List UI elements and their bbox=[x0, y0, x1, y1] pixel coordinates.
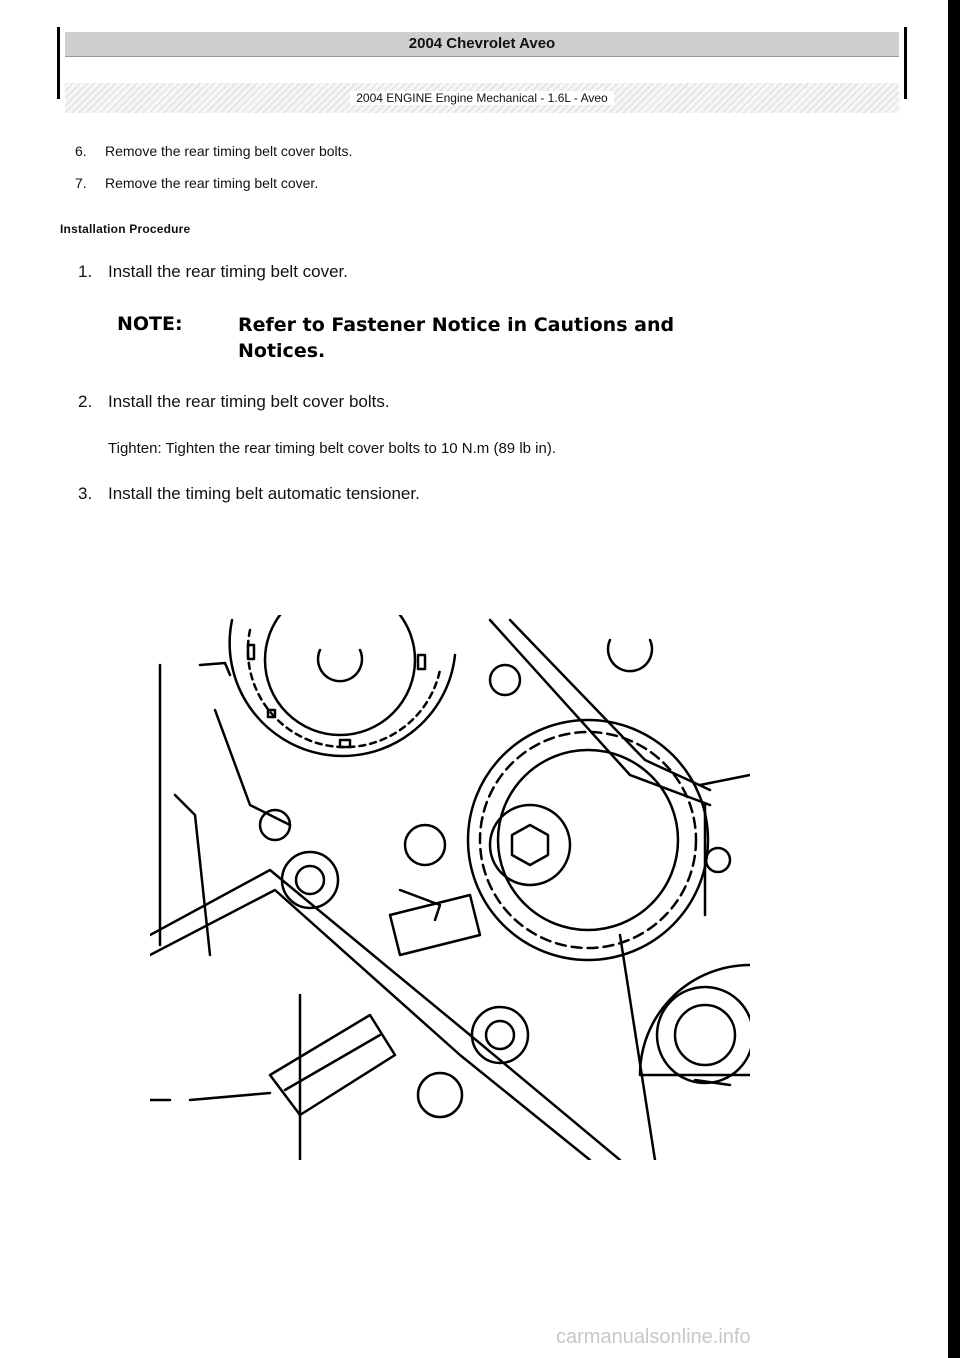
idler-pulley-center bbox=[486, 1021, 514, 1049]
step-number: 2. bbox=[78, 392, 93, 411]
camshaft-sprocket bbox=[230, 615, 455, 756]
page-edge-rule bbox=[948, 0, 960, 1358]
step-7 bbox=[75, 175, 318, 191]
pulley-rim bbox=[498, 750, 678, 930]
lower-bolt bbox=[418, 1073, 462, 1117]
oil-pump-housing bbox=[150, 995, 395, 1160]
step-number: 7. bbox=[75, 175, 87, 191]
note-text: Refer to Fastener Notice in Cautions and Notices. bbox=[238, 314, 675, 362]
step-text: Install the rear timing belt cover. bbox=[108, 262, 349, 281]
step-text: Install the rear timing belt cover bolts. bbox=[108, 392, 390, 411]
header-right-rule bbox=[904, 27, 907, 99]
block-left-inner bbox=[175, 795, 210, 955]
install-step-2 bbox=[78, 392, 390, 412]
pulley-nut bbox=[512, 825, 548, 865]
timing-belt-illustration bbox=[150, 615, 750, 1160]
crank-hub bbox=[675, 1005, 735, 1065]
step-number: 1. bbox=[78, 262, 93, 281]
block-tab bbox=[200, 663, 230, 675]
header-title: 2004 Chevrolet Aveo bbox=[65, 32, 899, 57]
install-step-1 bbox=[78, 262, 348, 282]
step-number: 6. bbox=[75, 143, 87, 159]
idler-pulley-outer bbox=[472, 1007, 528, 1063]
callout-leader bbox=[190, 1093, 270, 1100]
block-hole bbox=[490, 665, 520, 695]
cam-mark bbox=[248, 645, 254, 659]
step-text: Install the timing belt automatic tensioner. bbox=[108, 484, 420, 503]
engine-block-outline bbox=[160, 640, 750, 955]
cam-sprocket-teeth bbox=[248, 630, 440, 747]
block-hole bbox=[706, 848, 730, 872]
header-subtitle bbox=[65, 83, 899, 113]
block-hole bbox=[260, 810, 290, 840]
block-right-edge bbox=[700, 775, 750, 785]
timing-belt bbox=[150, 620, 710, 1160]
belt-lower-inner bbox=[150, 890, 590, 1160]
crank-sprocket-outer bbox=[640, 965, 750, 1075]
cam-sprocket-inner bbox=[265, 615, 415, 735]
step-6 bbox=[75, 143, 352, 159]
step-text: Remove the rear timing belt cover bolts. bbox=[105, 143, 353, 159]
header-subtitle-text: 2004 ENGINE Engine Mechanical - 1.6L - Aveo bbox=[350, 91, 613, 105]
crankshaft-sprocket bbox=[640, 965, 750, 1085]
water-pump-pulley bbox=[468, 720, 708, 960]
pulley-hub bbox=[490, 805, 570, 885]
belt-right-run bbox=[620, 935, 655, 1160]
cam-mark bbox=[418, 655, 425, 669]
install-step-3 bbox=[78, 484, 420, 504]
tensioner-pulley bbox=[282, 852, 338, 908]
block-contour bbox=[215, 710, 290, 825]
cam-hub bbox=[318, 650, 362, 681]
housing-body bbox=[270, 1015, 395, 1115]
cam-mark bbox=[340, 740, 350, 747]
block-boss bbox=[608, 640, 652, 671]
watermark: carmanualsonline.info bbox=[556, 1326, 751, 1348]
idler-bolt bbox=[405, 825, 445, 865]
step-text: Remove the rear timing belt cover. bbox=[105, 175, 319, 191]
pulley-outer bbox=[468, 720, 708, 960]
automatic-tensioner bbox=[282, 825, 480, 955]
step-number: 3. bbox=[78, 484, 93, 503]
tighten-spec: Tighten: Tighten the rear timing belt cover bolts to 10 N.m (89 lb in). bbox=[108, 440, 556, 457]
tensioner-bolt bbox=[296, 866, 324, 894]
procedure-heading: Installation Procedure bbox=[60, 222, 191, 236]
belt-lower-run bbox=[150, 870, 620, 1160]
page-header bbox=[57, 27, 907, 105]
note-label: NOTE: bbox=[117, 313, 183, 335]
header-left-rule bbox=[57, 27, 60, 99]
idler-pulley bbox=[418, 1007, 528, 1117]
